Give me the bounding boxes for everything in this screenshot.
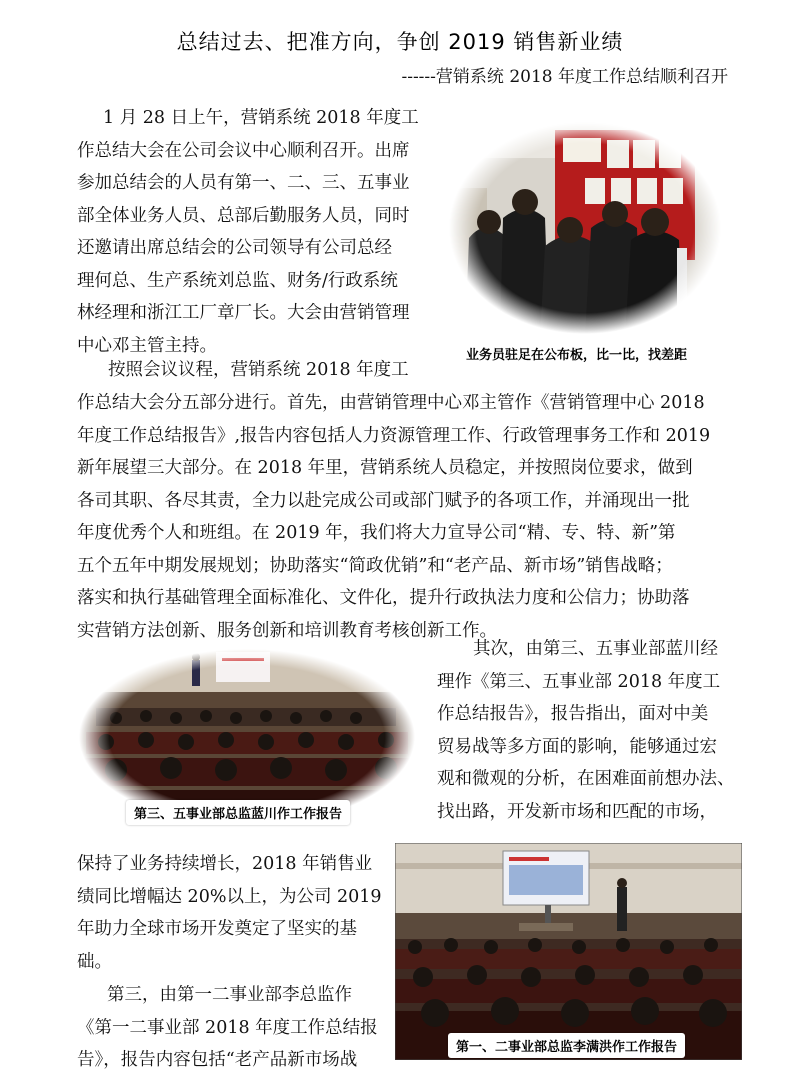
paragraph-2-head: 按照会议议程，营销系统 2018 年度工 — [108, 360, 409, 380]
paragraph-3 — [437, 633, 735, 828]
photo-2-caption-box — [126, 800, 350, 825]
text-line: 第三，由第一二事业部李总监作 — [107, 985, 352, 1005]
text-line: 保持了业务持续增长，2018 年销售业 — [77, 854, 373, 874]
text-line: 新年展望三大部分。在 2018 年里，营销系统人员稳定，并按照岗位要求，做到 — [77, 458, 693, 478]
text-line: 础。 — [77, 951, 112, 972]
text-line: 中心邓主管主持。 — [77, 335, 217, 356]
text-line: 还邀请出席总结会的公司领导有公司总经 — [77, 238, 392, 258]
text-line: 落实和执行基础管理全面标准化、文件化，提升行政执法力度和公信力；协助落 — [77, 588, 690, 608]
paragraph-1 — [77, 102, 419, 362]
text-line: 林经理和浙江工厂章厂长。大会由营销管理 — [77, 303, 410, 323]
photo-3-caption-box — [448, 1033, 685, 1058]
photo-2-caption: 第三、五事业部总监蓝川作工作报告 — [134, 807, 343, 822]
text-line: 各司其职、各尽其责，全力以赴完成公司或部门赋予的各项工作，并涌现出一批 — [77, 490, 690, 511]
text-line: 1 月 28 日上午，营销系统 2018 年度工 — [103, 108, 419, 128]
text-line: 理作《第三、五事业部 2018 年度工 — [437, 671, 721, 692]
text-line: 年助力全球市场开发奠定了坚实的基 — [77, 919, 357, 939]
paragraph-3-continued — [77, 848, 382, 978]
text-line: 找出路，开发新市场和匹配的市场， — [437, 801, 717, 822]
text-line: 作总结大会分五部分进行。首先，由营销管理中心邓主管作《营销管理中心 2018 — [77, 393, 705, 413]
text-line: 绩同比增幅达 20%以上，为公司 2019 — [77, 886, 382, 907]
paragraph-2 — [77, 387, 710, 647]
article-subtitle: ------营销系统 2018 年度工作总结顺利召开 — [401, 67, 728, 87]
text-line: 作总结大会在公司会议中心顺利召开。出席 — [77, 140, 410, 161]
photo-notice-board — [445, 118, 725, 338]
text-line: 实营销方法创新、服务创新和培训教育考核创新工作。 — [77, 620, 497, 641]
text-line: 《第一二事业部 2018 年度工作总结报 — [77, 1017, 378, 1038]
text-line: 观和微观的分析，在困难面前想办法、 — [437, 769, 735, 789]
text-line: 年度优秀个人和班组。在 2019 年，我们将大力宣导公司“精、专、特、新”第 — [77, 523, 676, 543]
photo-3-caption: 第一、二事业部总监李满洪作工作报告 — [456, 1040, 678, 1055]
paragraph-4 — [77, 979, 378, 1077]
photo-1-caption: 业务员驻足在公布板，比一比，找差距 — [466, 348, 688, 363]
photo-presentation — [395, 843, 742, 1060]
article-title: 总结过去、把准方向，争创 2019 销售新业绩 — [176, 30, 624, 54]
text-line: 其次，由第三、五事业部蓝川经 — [473, 639, 718, 659]
text-line: 作总结报告》，报告指出，面对中美 — [437, 704, 709, 724]
text-line: 五个五年中期发展规划；协助落实“简政优销”和“老产品、新市场”销售战略； — [77, 555, 673, 576]
text-line: 告》，报告内容包括“老产品新市场战 — [77, 1050, 358, 1070]
text-line: 参加总结会的人员有第一、二、三、五事业 — [77, 173, 410, 193]
text-line: 部全体业务人员、总部后勤服务人员，同时 — [77, 205, 410, 226]
text-line: 理何总、生产系统刘总监、财务/行政系统 — [77, 270, 398, 291]
text-line: 贸易战等多方面的影响，能够通过宏 — [437, 736, 717, 757]
text-line: 年度工作总结报告》,报告内容包括人力资源管理工作、行政管理事务工作和 2019 — [77, 425, 711, 446]
